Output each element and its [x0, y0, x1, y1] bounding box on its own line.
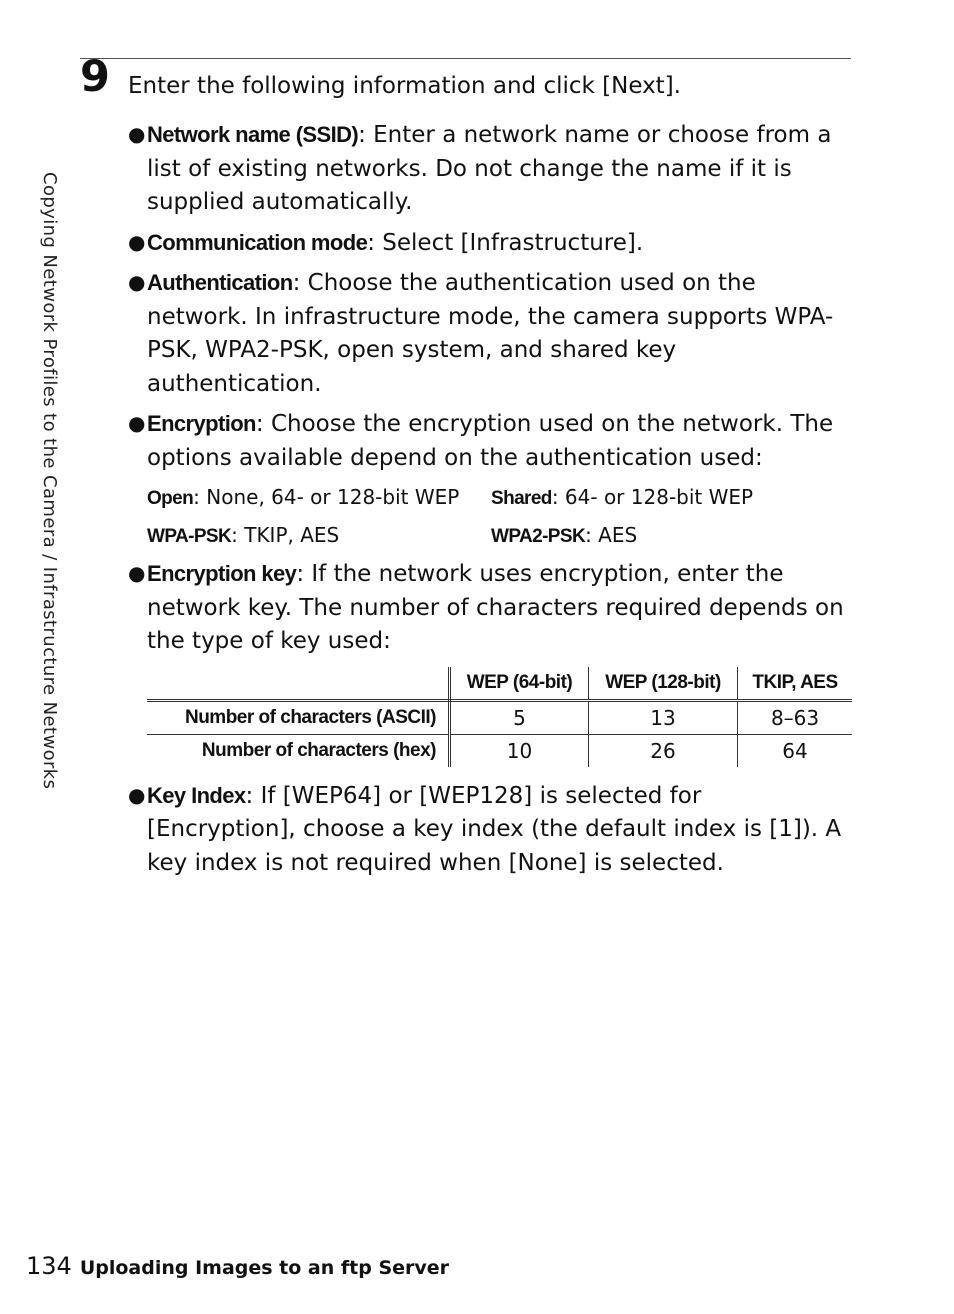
term: Network name (SSID)	[147, 122, 359, 147]
desc: : If [WEP64] or [WEP128] is selected for [Encryption], choose a key index (the default index is [1]). A key index is not required when [None] is selected.	[147, 782, 842, 876]
bullet-dot: ●	[128, 122, 146, 146]
table-cell: 8–63	[738, 700, 852, 734]
option-term: WPA-PSK	[147, 526, 232, 547]
table-cell: 26	[588, 734, 737, 767]
desc: : Select [Infrastructure].	[367, 229, 644, 256]
table-row	[147, 700, 852, 734]
side-tab-label: Copying Network Profiles to the Camera / Infrastructure Networks	[39, 172, 60, 790]
bullet-communication-mode	[128, 226, 852, 261]
option-term: Open	[147, 488, 194, 509]
step-instruction: Enter the following information and click [Next].	[128, 73, 681, 99]
section-title: Uploading Images to an ftp Server	[79, 1257, 450, 1279]
bullet-authentication	[128, 266, 852, 401]
bullet-dot: ●	[128, 561, 146, 585]
option-wpa2-psk	[491, 517, 835, 555]
bullet-dot: ●	[128, 782, 146, 807]
table-header: WEP (128-bit)	[588, 667, 737, 701]
term: Encryption	[147, 411, 256, 436]
option-term: Shared	[491, 488, 552, 509]
side-tab	[34, 172, 66, 822]
option-shared	[491, 479, 835, 517]
step-number: 9	[80, 52, 110, 102]
bullet-key-index	[128, 779, 852, 881]
bullet-encryption-key	[128, 557, 852, 659]
bullet-dot: ●	[128, 229, 146, 254]
option-wpa-psk	[147, 517, 491, 555]
table-header-empty	[147, 667, 450, 701]
bullet-ssid	[128, 118, 852, 220]
page-footer	[26, 1252, 449, 1280]
step-content	[128, 118, 852, 886]
desc: : Choose the authentication used on the network. In infrastructure mode, the camera supports WPA-PSK, WPA2-PSK, open system, and shared key authentication.	[147, 270, 834, 397]
bullet-encryption	[128, 407, 852, 475]
option-text: : AES	[585, 523, 638, 547]
desc: : Choose the encryption used on the network. The options available depend on the authentication used:	[147, 411, 834, 471]
option-term: WPA2-PSK	[491, 526, 586, 547]
term: Encryption key	[147, 561, 297, 586]
desc: : If the network uses encryption, enter the network key. The number of characters required depends on the type of key used:	[147, 561, 844, 654]
term: Key Index	[147, 782, 246, 808]
table-header: TKIP, AES	[738, 667, 852, 701]
table-cell: 10	[450, 734, 589, 767]
option-text: : None, 64- or 128-bit WEP	[193, 485, 460, 509]
table-header-row	[147, 667, 852, 701]
table-cell: 5	[450, 700, 589, 734]
top-rule	[80, 58, 851, 59]
table-cell: 64	[782, 738, 808, 763]
option-text: : TKIP, AES	[231, 523, 340, 547]
encryption-options	[147, 479, 852, 555]
bullet-dot: ●	[128, 270, 146, 294]
table-header: WEP (64-bit)	[450, 667, 589, 701]
table-cell: 13	[588, 700, 737, 734]
row-label: Number of characters (hex)	[147, 734, 450, 767]
option-text: : 64- or 128-bit WEP	[551, 485, 754, 509]
key-length-table	[147, 667, 852, 767]
table-row	[147, 734, 852, 767]
desc: : Enter a network name or choose from a list of existing networks. Do not change the name if it is supplied automatically.	[147, 122, 832, 215]
page-number: 134	[26, 1252, 72, 1280]
term: Communication mode	[147, 229, 368, 255]
bullet-dot: ●	[128, 411, 146, 435]
row-label: Number of characters (ASCII)	[147, 700, 450, 734]
option-open	[147, 479, 491, 517]
term: Authentication	[147, 270, 293, 295]
